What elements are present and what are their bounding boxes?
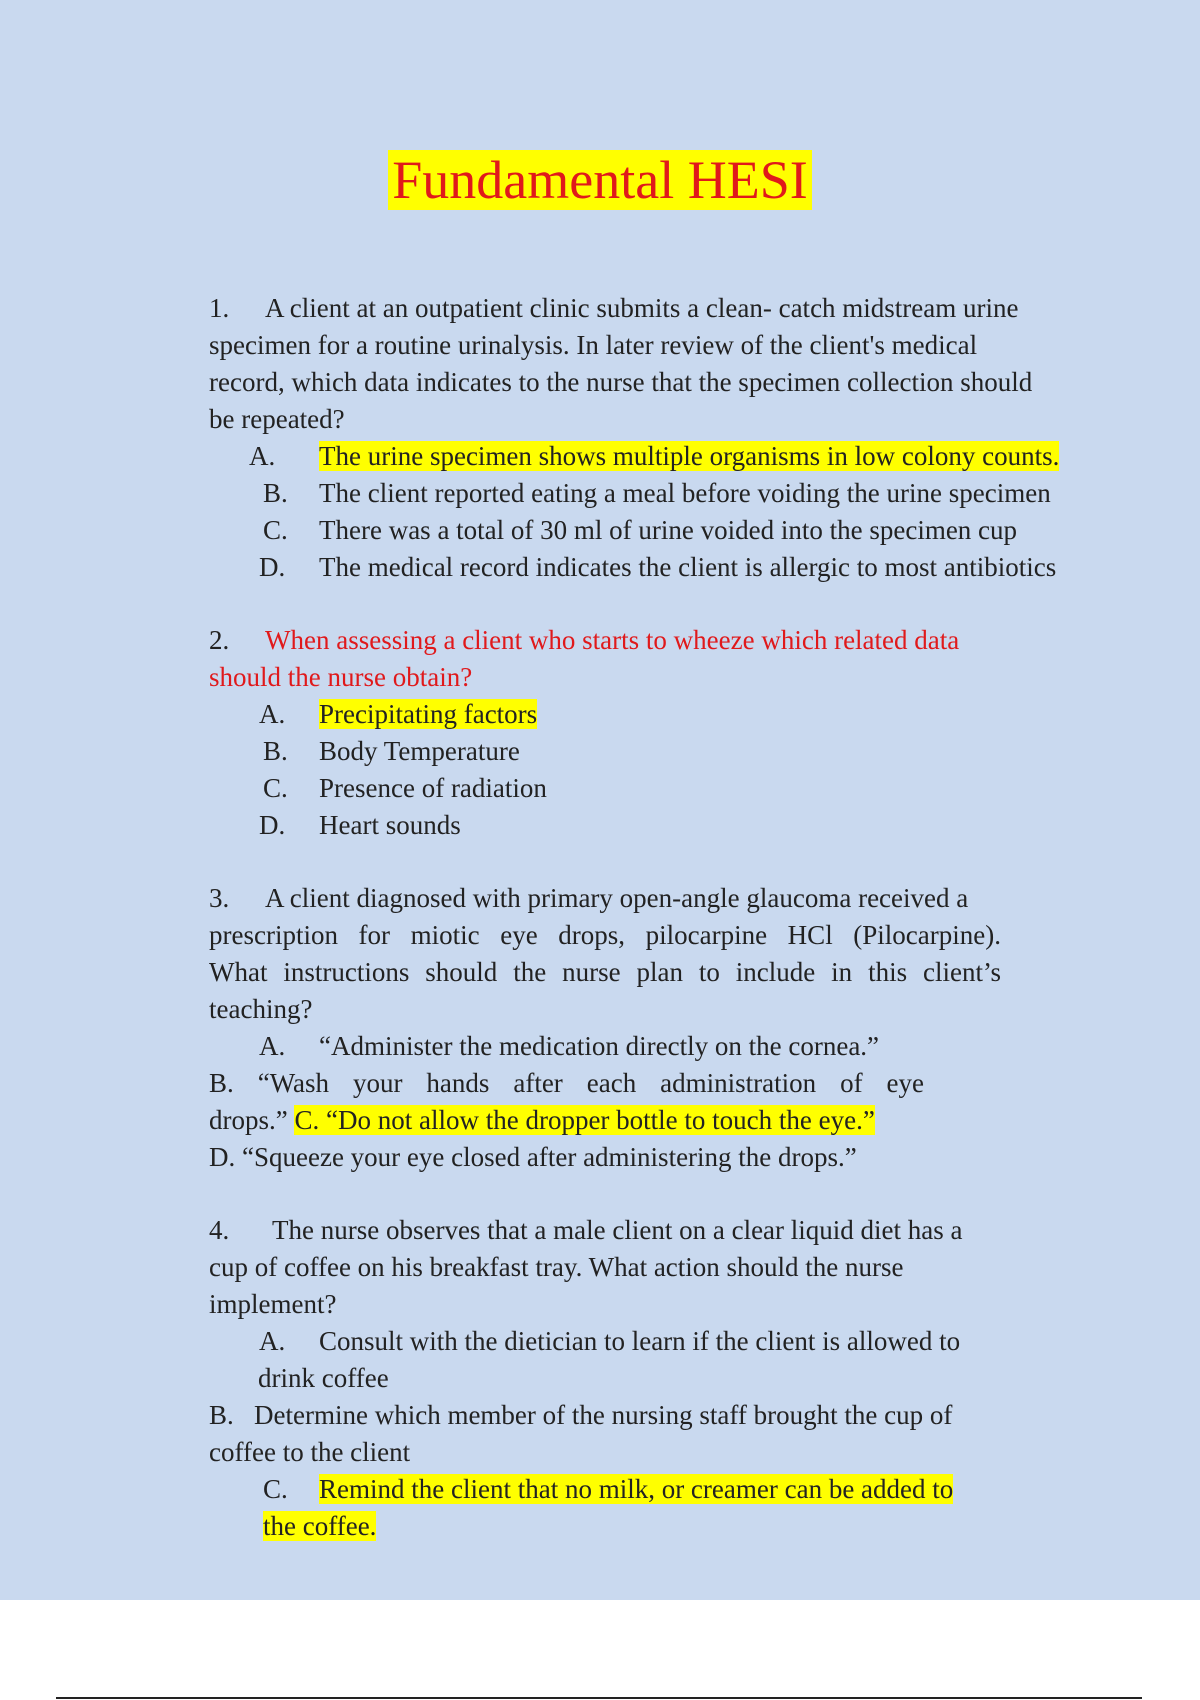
question-1	[209, 290, 1089, 586]
question-number: 4.	[209, 1215, 230, 1245]
question-2	[209, 622, 1089, 844]
question-text: be repeated?	[209, 404, 345, 434]
question-text: teaching?	[209, 994, 313, 1024]
question-text: A client at an outpatient clinic submits a clean- catch midstream urine	[265, 293, 1019, 323]
answer-option-continued: drink coffee	[258, 1363, 389, 1393]
footer-divider	[56, 1697, 1142, 1699]
question-text: A client diagnosed with primary open-angle glaucoma received a	[265, 883, 969, 913]
answer-option: D. The medical record indicates the client is allergic to most antibiotics	[259, 552, 1057, 582]
answer-option: B. The client reported eating a meal before voiding the urine specimen	[263, 478, 1051, 508]
answer-option-continued	[209, 1508, 1089, 1545]
answer-option: B. Body Temperature	[263, 736, 520, 766]
correct-answer-highlight: the coffee.	[263, 1511, 377, 1541]
answer-option: D. Heart sounds	[259, 810, 461, 840]
question-text: specimen for a routine urinalysis. In later review of the client's medical	[209, 330, 978, 360]
answer-option-continued: coffee to the client	[209, 1437, 411, 1467]
question-list	[209, 290, 1089, 1545]
answer-option: A. The urine specimen shows multiple organisms in low colony counts.	[249, 441, 1060, 471]
question-text: What instructions should the nurse plan to include in this client’s	[209, 957, 1001, 987]
question-4	[209, 1212, 1089, 1545]
question-text: implement?	[209, 1289, 337, 1319]
answer-option: C. There was a total of 30 ml of urine voided into the specimen cup	[263, 515, 1018, 545]
question-number: 1.	[209, 293, 230, 323]
correct-answer-highlight: Remind the client that no milk, or creamer can be added to	[319, 1474, 954, 1504]
correct-answer-highlight: Precipitating factors	[319, 699, 538, 729]
question-text: should the nurse obtain?	[209, 662, 473, 692]
correct-answer-highlight: C. “Do not allow the dropper bottle to touch the eye.”	[294, 1105, 875, 1135]
answer-option: B. “Wash your hands after each administration of eye	[209, 1068, 924, 1098]
question-number: 2.	[209, 625, 230, 655]
question-text: prescription for miotic eye drops, pilocarpine HCl (Pilocarpine).	[209, 920, 1001, 950]
document-title: Fundamental HESI	[0, 148, 1200, 212]
question-text: When assessing a client who starts to wheeze which related data	[265, 625, 960, 655]
answer-option: A. “Administer the medication directly on the cornea.”	[259, 1031, 880, 1061]
question-number: 3.	[209, 883, 230, 913]
question-text: record, which data indicates to the nurse that the specimen collection should	[209, 367, 1033, 397]
answer-option: C. Remind the client that no milk, or creamer can be added to	[263, 1474, 954, 1504]
answer-option: B. Determine which member of the nursing staff brought the cup of	[209, 1400, 953, 1430]
question-3	[209, 880, 1001, 1176]
question-text: cup of coffee on his breakfast tray. What action should the nurse	[209, 1252, 904, 1282]
correct-answer-highlight: The urine specimen shows multiple organisms in low colony counts.	[319, 441, 1060, 471]
answer-option: D. “Squeeze your eye closed after administering the drops.”	[209, 1142, 857, 1172]
answer-option: A. Consult with the dietician to learn if the client is allowed to	[259, 1326, 961, 1356]
answer-option: C. Presence of radiation	[263, 773, 547, 803]
question-text: The nurse observes that a male client on a clear liquid diet has a	[272, 1215, 963, 1245]
answer-option: A. Precipitating factors	[259, 699, 538, 729]
answer-option: drops.” C. “Do not allow the dropper bottle to touch the eye.”	[209, 1105, 875, 1135]
